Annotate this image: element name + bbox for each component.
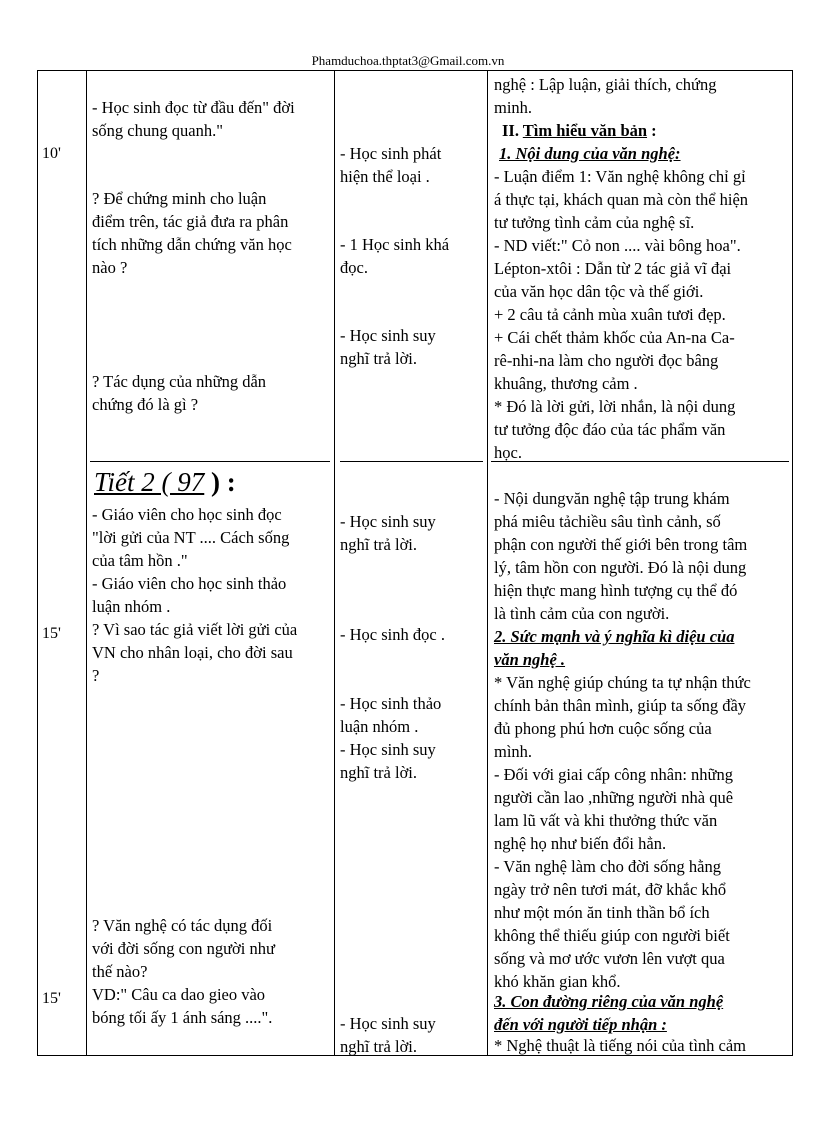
student-activity-line: đọc. <box>340 258 368 277</box>
teacher-text-line: "lời gửi của NT .... Cách sống <box>92 528 290 547</box>
content-line: - Luận điểm 1: Văn nghệ không chỉ gỉ <box>494 167 746 186</box>
teacher-text-line: của tâm hồn ." <box>92 551 188 570</box>
student-activity-line: - Học sinh suy <box>340 1014 436 1033</box>
content-line: tư tưởng tình cảm của nghệ sĩ. <box>494 213 695 232</box>
content-line: sống và mơ ước vươn lên vượt qua <box>494 949 725 968</box>
student-activity-line: nghĩ trả lời. <box>340 349 418 368</box>
content-line: - Nội dungvăn nghệ tập trung khám <box>494 489 730 508</box>
heading-roman: II. <box>502 121 519 140</box>
content-line: * Đó là lời gửi, lời nhắn, là nội dung <box>494 397 736 416</box>
content-line: + 2 câu tả cảnh mùa xuân tươi đẹp. <box>494 305 726 324</box>
teacher-example-line: bóng tối ấy 1 ánh sáng ....". <box>92 1008 273 1027</box>
student-activity-line: - Học sinh thảo <box>340 694 442 713</box>
time-label: 15' <box>42 625 61 642</box>
teacher-text-line: - Học sinh đọc từ đầu đến" đời <box>92 98 295 117</box>
section-separator-student <box>340 461 483 462</box>
student-activity-line: - 1 Học sinh khá <box>340 235 450 254</box>
student-activity-line: nghĩ trả lời. <box>340 1037 418 1056</box>
lesson-period-heading <box>94 466 236 498</box>
section-separator-content <box>491 461 789 462</box>
content-line: chính bản thân mình, giúp ta sống đầy <box>494 696 747 715</box>
content-line: á thực tại, khách quan mà còn thể hiện <box>494 190 749 209</box>
teacher-question-line: ? Văn nghệ có tác dụng đối <box>92 916 273 935</box>
content-line: rê-nhi-na làm cho người đọc bâng <box>494 351 719 370</box>
student-activity-line: luận nhóm . <box>340 717 419 736</box>
column-divider-teacher <box>334 70 335 1056</box>
subheading-2: văn nghệ . <box>494 650 566 669</box>
subheading-3: đến với người tiếp nhận : <box>494 1015 667 1034</box>
content-line: Lépton-xtôi : Dẫn từ 2 tác giả vĩ đại <box>494 259 732 278</box>
teacher-text-line: sống chung quanh." <box>92 121 223 140</box>
content-line: lam lũ vất và khi thưởng thức văn <box>494 811 718 830</box>
student-activity-line: - Học sinh đọc . <box>340 625 445 644</box>
student-activity-line: hiện thể loại . <box>340 167 430 186</box>
heading-colon: : <box>647 121 657 140</box>
content-line: * Nghệ thuật là tiếng nói của tình cảm <box>494 1036 747 1055</box>
teacher-text-line: - Giáo viên cho học sinh thảo <box>92 574 287 593</box>
content-line: + Cái chết thảm khốc của An-na Ca- <box>494 328 735 347</box>
teacher-text-line: luận nhóm . <box>92 597 171 616</box>
heading-text: Tìm hiểu văn bản <box>522 121 648 140</box>
content-line: - Đối với giai cấp công nhân: những <box>494 765 733 784</box>
teacher-question-line: chứng đó là gì ? <box>92 395 199 414</box>
subheading-2: 2. Sức mạnh và ý nghĩa kì diệu của <box>494 627 735 646</box>
content-line: - ND viết:" Cỏ non .... vài bông hoa". <box>494 236 741 255</box>
content-line: không thể thiếu giúp con người biết <box>494 926 730 945</box>
content-line: ngày trở nên tươi mát, đỡ khắc khổ <box>494 880 727 899</box>
teacher-question-line: VN cho nhân loại, cho đời sau <box>92 643 293 662</box>
lesson-period-close: ) : <box>204 467 236 497</box>
content-line: người cần lao ,những người nhà quê <box>494 788 734 807</box>
content-line: là tình cảm của con người. <box>494 604 670 623</box>
teacher-text-line: - Giáo viên cho học sinh đọc <box>92 505 282 524</box>
column-divider-time <box>86 70 87 1056</box>
page-header-email: Phamduchoa.thptat3@Gmail.com.vn <box>311 53 505 68</box>
subheading-1: 1. Nội dung của văn nghệ: <box>499 144 681 163</box>
content-line: * Văn nghệ giúp chúng ta tự nhận thức <box>494 673 751 692</box>
student-activity-line: nghĩ trả lời. <box>340 763 418 782</box>
teacher-question-line: ? Vì sao tác giả viết lời gửi của <box>92 620 298 639</box>
teacher-question-line: nào ? <box>92 258 128 277</box>
content-line: đủ phong phú hơn cuộc sống của <box>494 719 712 738</box>
content-line: khó khăn gian khổ. <box>494 972 621 991</box>
time-label: 15' <box>42 990 61 1007</box>
teacher-question-line: điểm trên, tác giả đưa ra phân <box>92 212 289 231</box>
content-line: mình. <box>494 742 533 761</box>
lesson-period-title: Tiết 2 ( 97 <box>94 467 205 497</box>
teacher-question-line: ? Tác dụng của những dẫn <box>92 372 267 391</box>
student-activity-line: - Học sinh phát <box>340 144 442 163</box>
teacher-question-line: ? Để chứng minh cho luận <box>92 189 267 208</box>
student-activity-line: nghĩ trả lời. <box>340 535 418 554</box>
section-separator-teacher <box>90 461 330 462</box>
student-activity-line: - Học sinh suy <box>340 512 436 531</box>
content-line: khuâng, thương cảm . <box>494 374 638 393</box>
content-line: phá miêu tảchiều sâu tình cảnh, số <box>494 512 721 531</box>
content-line: lý, tâm hồn con người. Đó là nội dung <box>494 558 747 577</box>
content-line: - Văn nghệ làm cho đời sống hằng <box>494 857 722 876</box>
column-divider-student <box>487 70 488 1056</box>
content-line: như một món ăn tinh thần bổ ích <box>494 903 710 922</box>
content-line: nghệ : Lập luận, giải thích, chứng <box>494 75 717 94</box>
teacher-example-line: VD:" Câu ca dao gieo vào <box>92 985 266 1004</box>
content-line: học. <box>494 443 522 462</box>
section-heading-ii <box>502 119 657 142</box>
subheading-3: 3. Con đường riêng của văn nghệ <box>494 992 724 1011</box>
content-line: phận con người thế giới bên trong tâm <box>494 535 748 554</box>
content-line: tư tưởng độc đáo của tác phẩm văn <box>494 420 726 439</box>
teacher-question-line: tích những dẫn chứng văn học <box>92 235 292 254</box>
time-label: 10' <box>42 145 61 162</box>
content-line: nghệ họ như biến đổi hẳn. <box>494 834 667 853</box>
student-activity-line: - Học sinh suy <box>340 326 436 345</box>
teacher-question-line: với đời sống con người như <box>92 939 275 958</box>
content-line: của văn học dân tộc và thế giới. <box>494 282 704 301</box>
student-activity-line: - Học sinh suy <box>340 740 436 759</box>
teacher-question-line: thế nào? <box>92 962 148 981</box>
content-line: hiện thực mang hình tượng cụ thể đó <box>494 581 738 600</box>
content-line: minh. <box>494 98 533 117</box>
teacher-question-line: ? <box>92 666 100 685</box>
